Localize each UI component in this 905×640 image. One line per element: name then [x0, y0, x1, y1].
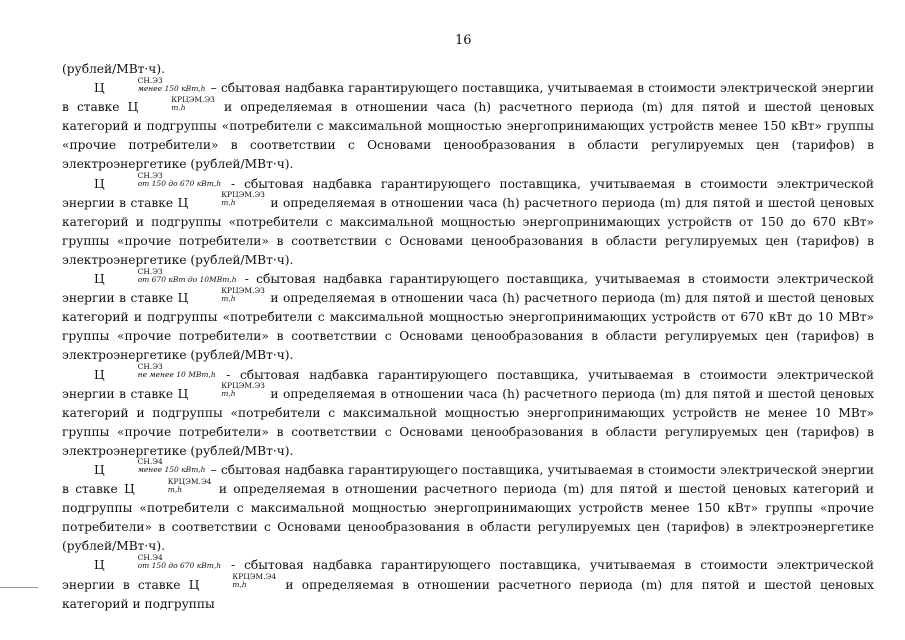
- definition-paragraph: [62, 75, 874, 174]
- definition-paragraph: [62, 362, 874, 461]
- definition-text: - сбытовая надбавка гарантирующего поставщика, учитываемая в стоимости электрической энергии в ставке: [62, 176, 874, 210]
- scan-edge-mark: [0, 587, 38, 588]
- symbol-indices: СН.ЭЗ от 670 кВт до 10МВт,h: [137, 266, 237, 284]
- definition-text: – сбытовая надбавка гарантирующего поставщика, учитываемая в стоимости электрической энергии в ставке: [62, 462, 874, 497]
- rate-symbol: Ц: [124, 482, 135, 497]
- rate-symbol: Ц: [177, 386, 189, 401]
- rate-indices: КРЦЭМ.ЭЗ m,h: [221, 190, 265, 208]
- rate-indices: КРЦЭМ.Э4 m,h: [167, 476, 212, 494]
- definition-text: и определяемая в отношении часа (h) расчетного периода (m) для пятой и шестой ценовых категорий и подгруппы «потребители с максимальной мощностью энергопринимающих устройств от 150 до 670 кВт» группы «прочие потребители» в соответствии с Основами ценообразования в области регулируемых цен (тарифов) в электроэнергетике (рублей/МВт·ч).: [62, 195, 874, 267]
- price-symbol: Ц: [94, 176, 105, 191]
- symbol-indices: СН.Э4 менее 150 кВт,h: [137, 457, 206, 475]
- symbol-indices: СН.Э4 от 150 до 670 кВт,h: [137, 552, 222, 570]
- rate-symbol: Ц: [177, 291, 189, 306]
- symbol-indices: СН.ЭЗ от 150 до 670 кВт,h: [137, 171, 222, 189]
- definition-text: и определяемая в отношении расчетного периода (m) для пятой и шестой ценовых категорий и подгруппы: [62, 577, 874, 611]
- symbol-indices: СН.ЭЗ менее 150 кВт,h: [137, 75, 206, 93]
- definition-text: - сбытовая надбавка гарантирующего поставщика, учитываемая в стоимости электрической энергии в ставке: [62, 558, 874, 592]
- price-symbol: Ц: [94, 367, 105, 382]
- rate-indices: КРЦЭМ.ЭЗ m,h: [221, 381, 265, 399]
- rate-symbol: Ц: [177, 195, 189, 210]
- rate-indices: КРЦЭМ.Э4 m,h: [232, 572, 277, 590]
- page-number: 16: [455, 33, 472, 48]
- rate-indices: КРЦЭМ.ЭЗ m,h: [171, 94, 215, 112]
- definition-paragraph: [62, 266, 874, 365]
- definition-text: и определяемая в отношении часа (h) расчетного периода (m) для пятой и шестой ценовых категорий и подгруппы «потребители с максимальной мощностью энергопринимающих устройств менее 150 кВт» группы «прочие потребители» в соответствии с Основами ценообразования в области регулируемых цен (тарифов) в электроэнергетике (рублей/МВт·ч).: [62, 100, 874, 172]
- definition-text: - сбытовая надбавка гарантирующего поставщика, учитываемая в стоимости электрической энергии в ставке: [62, 272, 874, 306]
- definition-paragraph: [62, 171, 874, 270]
- definition-text: и определяемая в отношении часа (h) расчетного периода (m) для пятой и шестой ценовых категорий и подгруппы «потребители с максимальной мощностью энергопринимающих устройств не менее 10 МВт» группы «прочие потребители» в соответствии с Основами ценообразования в области регулируемых цен (тарифов) в электроэнергетике (рублей/МВт·ч).: [62, 386, 874, 458]
- symbol-indices: СН.ЭЗ не менее 10 МВт,h: [137, 362, 216, 379]
- rate-symbol: Ц: [127, 100, 139, 115]
- intro-line: (рублей/МВт·ч).: [62, 62, 165, 76]
- rate-symbol: Ц: [188, 577, 200, 592]
- definition-paragraph: [62, 457, 874, 556]
- price-symbol: Ц: [94, 272, 105, 287]
- definition-text: и определяемая в отношении расчетного периода (m) для пятой и шестой ценовых категорий и подгруппы «потребители с максимальной мощностью энергопринимающих устройств менее 150 кВт» группы «прочие потребители» в соответствии с Основами ценообразования в области регулируемых цен (тарифов) в электроэнергетике (рублей/МВт·ч).: [62, 482, 874, 554]
- definition-text: – сбытовая надбавка гарантирующего поставщика, учитываемая в стоимости электрической энергии в ставке: [62, 81, 874, 115]
- definition-text: - сбытовая надбавка гарантирующего поставщика, учитываемая в стоимости электрической энергии в ставке: [62, 367, 874, 401]
- definition-paragraph: [62, 552, 874, 613]
- definition-text: и определяемая в отношении часа (h) расчетного периода (m) для пятой и шестой ценовых категорий и подгруппы «потребители с максимальной мощностью энергопринимающих устройств от 670 кВт до 10 МВт» группы «прочие потребители» в соответствии с Основами ценообразования в области регулируемых цен (тарифов) в электроэнергетике (рублей/МВт·ч).: [62, 291, 874, 363]
- price-symbol: Ц: [94, 81, 105, 96]
- price-symbol: Ц: [94, 558, 105, 573]
- rate-indices: КРЦЭМ.ЭЗ m,h: [221, 285, 265, 303]
- price-symbol: Ц: [94, 462, 105, 477]
- document-body: [62, 60, 874, 614]
